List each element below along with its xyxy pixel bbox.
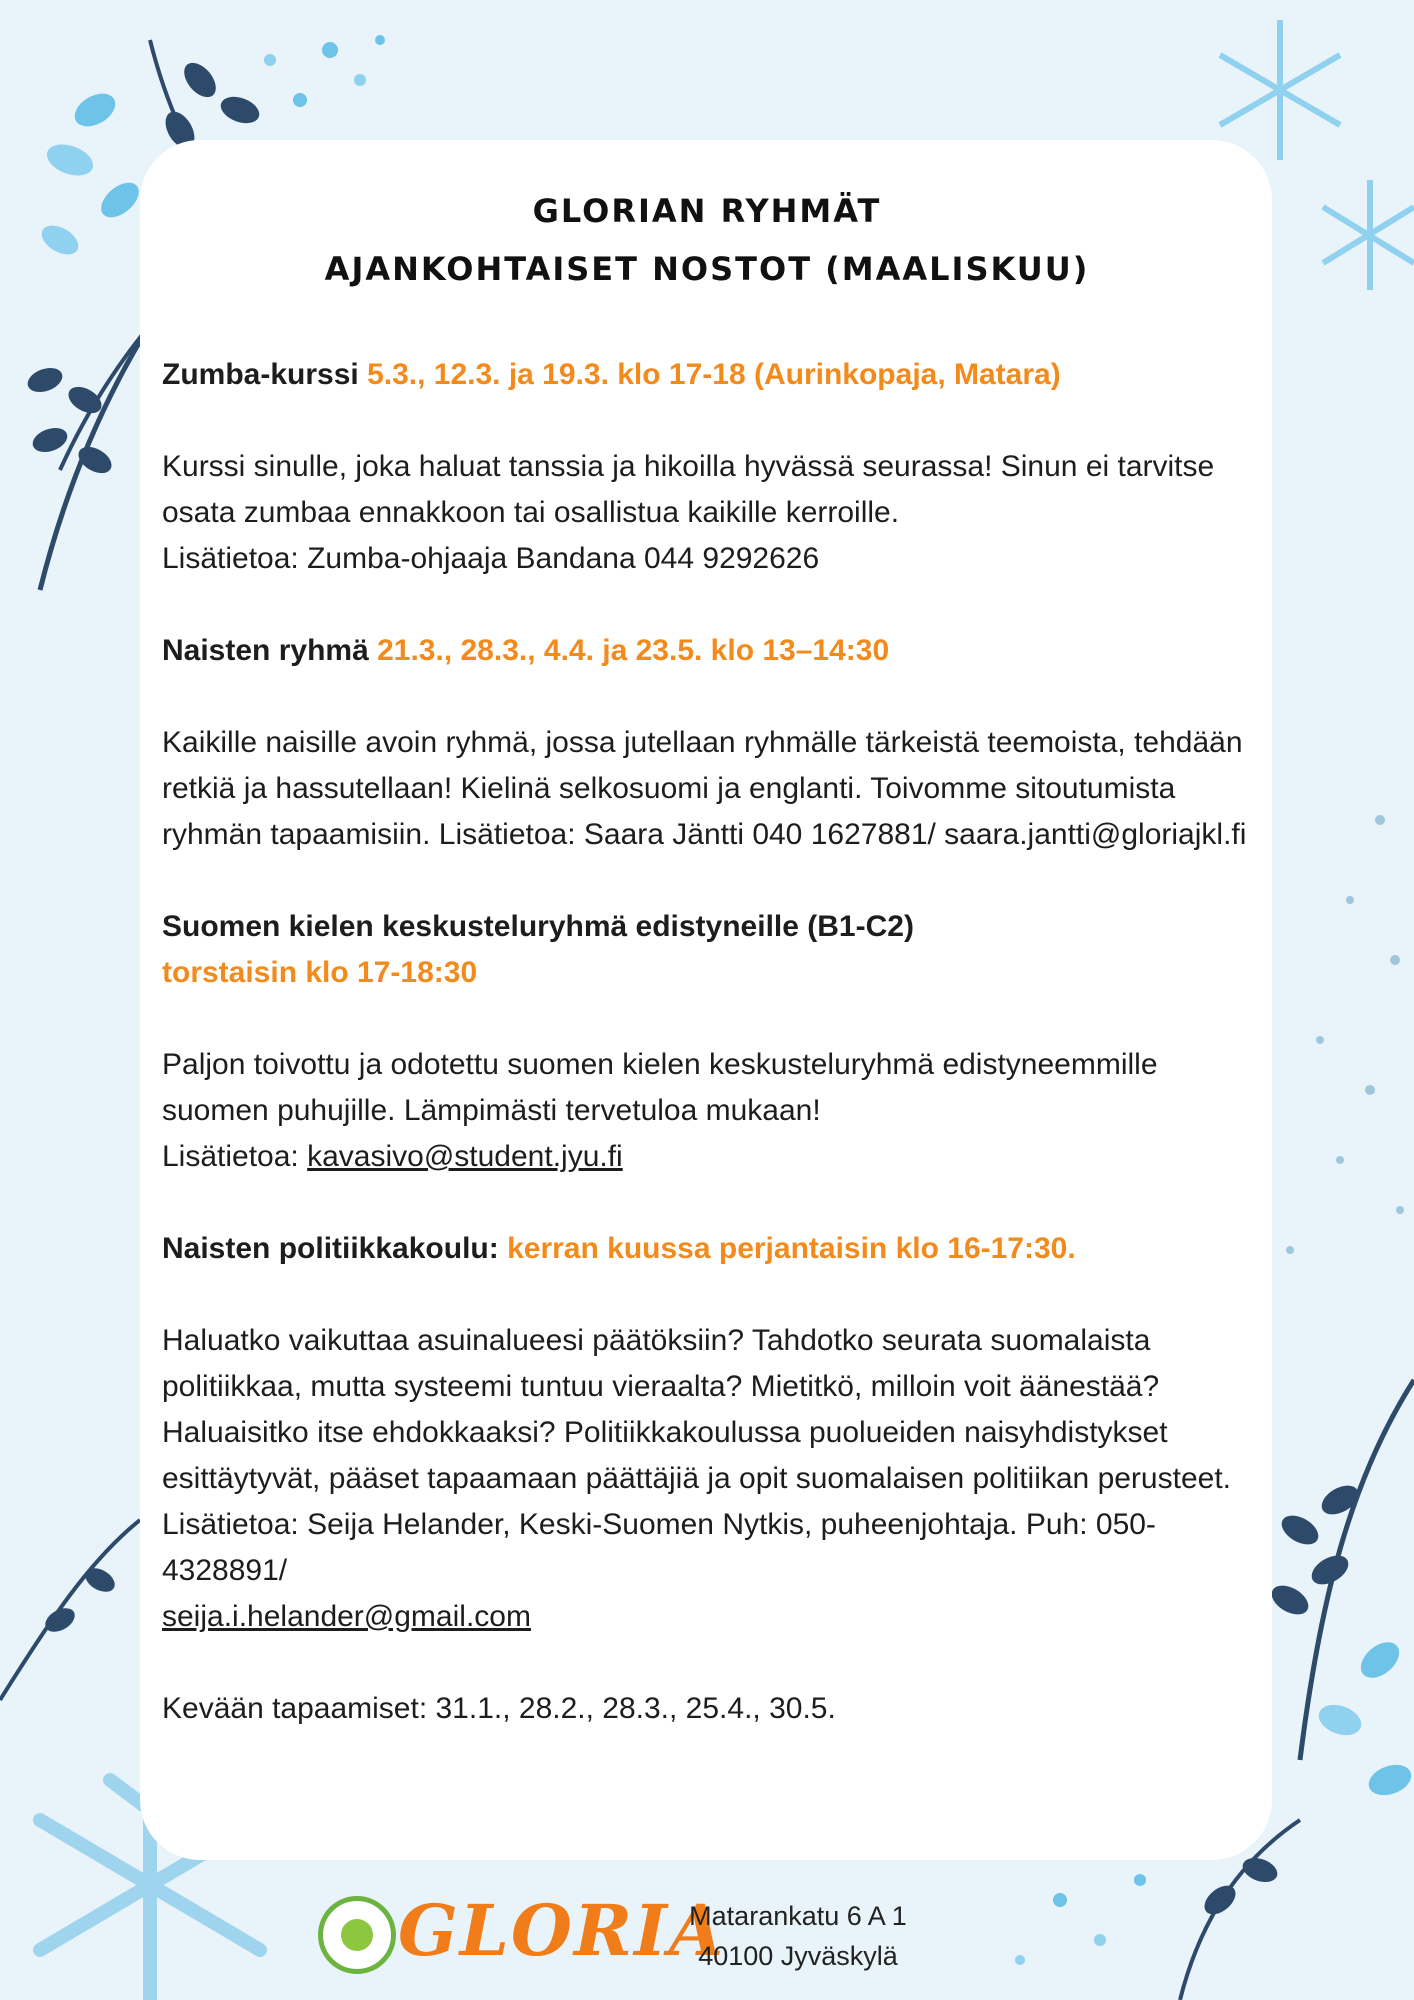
politics-title: Naisten politiikkakoulu:	[162, 1232, 499, 1265]
finnish-group-title: Suomen kielen keskusteluryhmä edistyneille (B1-C2)	[162, 910, 914, 943]
women-group-body	[162, 720, 1252, 858]
finnish-group-body	[162, 1042, 1252, 1180]
gloria-seal-logo-icon	[318, 1896, 396, 1974]
finnish-group-email-link[interactable]: kavasivo@student.jyu.fi	[307, 1140, 623, 1173]
women-group-heading	[162, 628, 1252, 674]
page-title	[162, 182, 1252, 298]
women-group-description: Kaikille naisille avoin ryhmä, jossa jutellaan ryhmälle tärkeistä teemoista, tehdään retkiä ja hassutellaan! Kielinä selkosuomi ja englanti. Toivomme sitoutumista ryhmän tapaamisiin.	[162, 726, 1243, 851]
zumba-heading	[162, 352, 1252, 398]
women-group-info: Lisätietoa: Saara Jäntti 040 1627881/ saara.jantti@gloriajkl.fi	[438, 818, 1247, 851]
right-small-snowflakes-icon	[1286, 815, 1404, 1254]
women-group-title: Naisten ryhmä	[162, 634, 369, 667]
politics-body	[162, 1318, 1252, 1640]
politics-info: Lisätietoa: Seija Helander, Keski-Suomen Nytkis, puheenjohtaja. Puh: 050-4328891/	[162, 1508, 1156, 1587]
finnish-group-info-label: Lisätietoa:	[162, 1140, 299, 1173]
address-line-1: Matarankatu 6 A 1	[689, 1901, 907, 1931]
zumba-info: Lisätietoa: Zumba-ohjaaja Bandana 044 9292626	[162, 542, 820, 575]
zumba-body	[162, 444, 1252, 582]
politics-heading	[162, 1226, 1252, 1272]
title-line-2: AJANKOHTAISET NOSTOT (MAALISKUU)	[324, 250, 1090, 288]
finnish-group-heading	[162, 904, 1252, 996]
gloria-logo: GLORIA	[398, 1889, 726, 1972]
politics-schedule: kerran kuussa perjantaisin klo 16-17:30.	[507, 1232, 1076, 1265]
politics-email-link[interactable]: seija.i.helander@gmail.com	[162, 1600, 531, 1633]
left-lower-foliage-icon	[0, 1520, 140, 1700]
title-line-1: GLORIAN RYHMÄT	[532, 192, 882, 230]
finnish-group-description: Paljon toivottu ja odotettu suomen kielen keskusteluryhmä edistyneemmille suomen puhujille. Lämpimästi tervetuloa mukaan!	[162, 1048, 1158, 1127]
zumba-title: Zumba-kurssi	[162, 358, 359, 391]
address-line-2: 40100 Jyväskylä	[698, 1941, 898, 1971]
politics-description: Haluatko vaikuttaa asuinalueesi päätöksiin? Tahdotko seurata suomalaista politiikkaa, mutta systeemi tuntuu vieraalta? Mietitkö, milloin voit äänestää? Haluaisitko itse ehdokkaaksi? Politiikkakoulussa puolueiden naisyhdistykset esittäytyvät, pääset tapaamaan päättäjiä ja opit suomalaisen politiikan perusteet.	[162, 1324, 1231, 1495]
zumba-schedule: 5.3., 12.3. ja 19.3. klo 17-18 (Aurinkopaja, Matara)	[367, 358, 1061, 391]
women-group-schedule: 21.3., 28.3., 4.4. ja 23.5. klo 13–14:30	[377, 634, 890, 667]
politics-spring-meetings: Kevään tapaamiset: 31.1., 28.2., 28.3., 25.4., 30.5.	[162, 1692, 836, 1725]
finnish-group-schedule: torstaisin klo 17-18:30	[162, 956, 478, 989]
footer-address	[668, 1896, 928, 1976]
announcement-content	[162, 150, 1252, 1778]
zumba-description: Kurssi sinulle, joka haluat tanssia ja hikoilla hyvässä seurassa! Sinun ei tarvitse osata zumbaa ennakkoon tai osallistua kaikille kerroille.	[162, 450, 1215, 529]
